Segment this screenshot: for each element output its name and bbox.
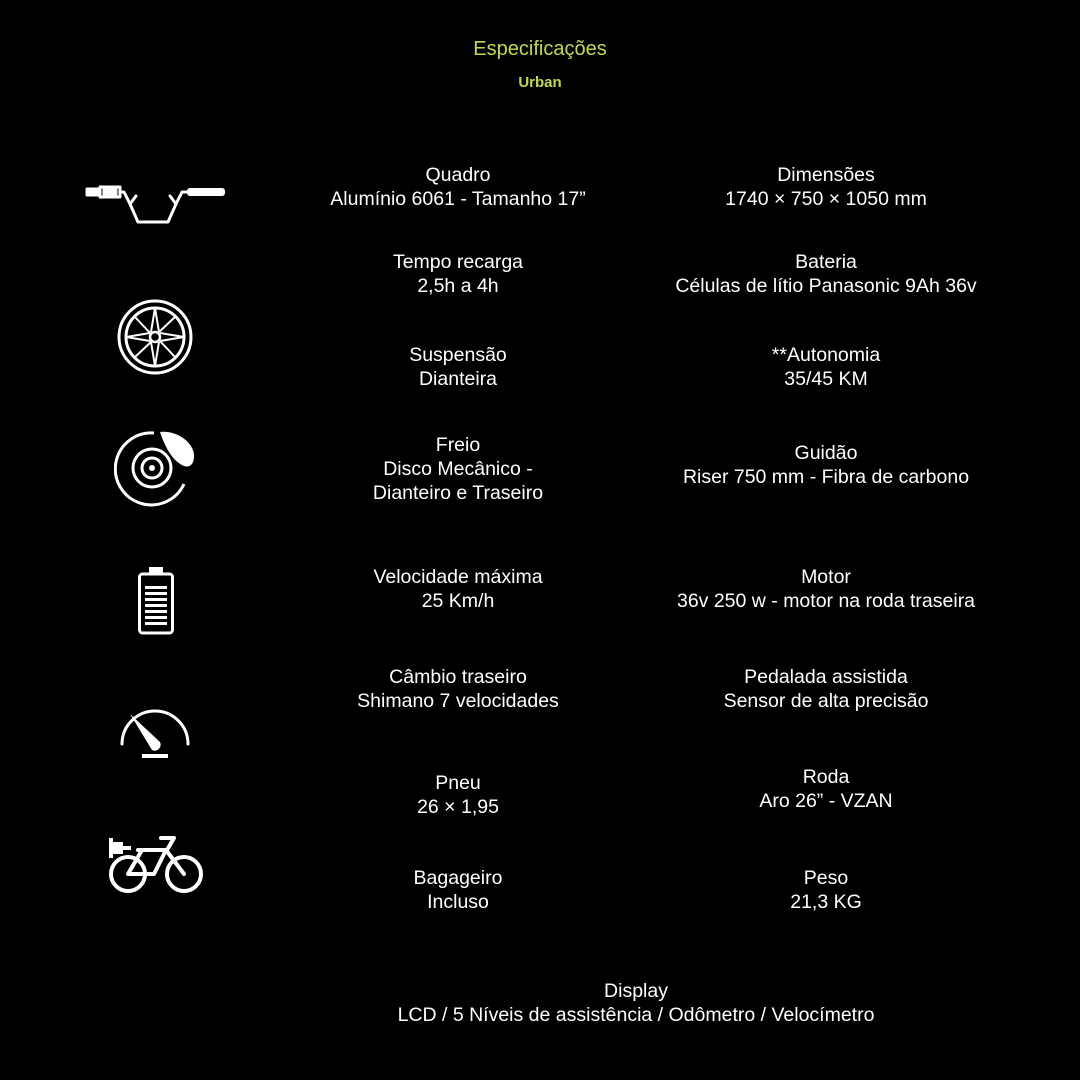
spec-pedalada [626, 665, 1026, 713]
spec-cambio [258, 665, 658, 713]
spec-value: 26 × 1,95 [417, 796, 499, 818]
spec-value: Shimano 7 velocidades [357, 690, 559, 712]
spec-label: **Autonomia [771, 344, 881, 366]
spec-label: Display [604, 980, 668, 1002]
spec-value: Células de lítio Panasonic 9Ah 36v [675, 275, 977, 297]
spec-suspensao [258, 343, 658, 391]
wheel-icon [116, 298, 194, 376]
spec-label: Câmbio traseiro [389, 666, 527, 688]
spec-label: Roda [802, 766, 850, 788]
spec-value: Sensor de alta precisão [723, 690, 929, 712]
spec-label: Peso [803, 867, 849, 889]
spec-tempo-recarga [258, 250, 658, 298]
spec-label: Suspensão [409, 344, 507, 366]
spec-motor [626, 565, 1026, 613]
spec-value: 36v 250 w - motor na roda traseira [676, 590, 976, 612]
spec-value: 1740 × 750 × 1050 mm [725, 188, 927, 210]
spec-roda [626, 765, 1026, 813]
spec-label: Bateria [795, 251, 857, 273]
spec-label: Motor [801, 566, 851, 588]
handlebar-icon [84, 180, 228, 230]
spec-label: Tempo recarga [392, 251, 524, 273]
spec-label: Guidão [794, 442, 858, 464]
spec-dimensoes [626, 163, 1026, 211]
spec-value: Aro 26” - VZAN [759, 790, 893, 812]
spec-velocidade [258, 565, 658, 613]
disc-brake-icon [114, 428, 198, 512]
spec-quadro [258, 163, 658, 211]
battery-icon [137, 566, 175, 636]
spec-label: Dimensões [777, 164, 875, 186]
spec-label: Freio [435, 434, 481, 456]
spec-label: Velocidade máxima [373, 566, 543, 588]
spec-bateria [626, 250, 1026, 298]
spec-pneu [258, 771, 658, 819]
spec-label: Quadro [425, 164, 491, 186]
spec-label: Bagageiro [413, 867, 503, 889]
spec-value: 35/45 KM [784, 368, 868, 390]
spec-value: Disco Mecânico - Dianteiro e Traseiro [372, 458, 544, 504]
page-title: Especificações [473, 38, 607, 60]
spec-value: Incluso [427, 891, 489, 913]
spec-value: Dianteira [418, 368, 498, 390]
spec-value: Riser 750 mm - Fibra de carbono [682, 466, 970, 488]
model-subtitle: Urban [518, 74, 562, 91]
spec-value: 2,5h a 4h [417, 275, 499, 297]
spec-guidao [626, 441, 1026, 489]
spec-freio [258, 433, 658, 505]
spec-value: 25 Km/h [421, 590, 495, 612]
spec-peso [626, 866, 1026, 914]
spec-value: LCD / 5 Níveis de assistência / Odômetro / Velocímetro [397, 1004, 875, 1026]
spec-autonomia [626, 343, 1026, 391]
speedometer-icon [116, 704, 194, 760]
spec-bagageiro [258, 866, 658, 914]
spec-label: Pedalada assistida [744, 666, 908, 688]
spec-value: 21,3 KG [790, 891, 862, 913]
electric-bike-icon [106, 830, 206, 896]
spec-value: Alumínio 6061 - Tamanho 17” [330, 188, 586, 210]
spec-label: Pneu [435, 772, 481, 794]
spec-display [236, 979, 1036, 1027]
